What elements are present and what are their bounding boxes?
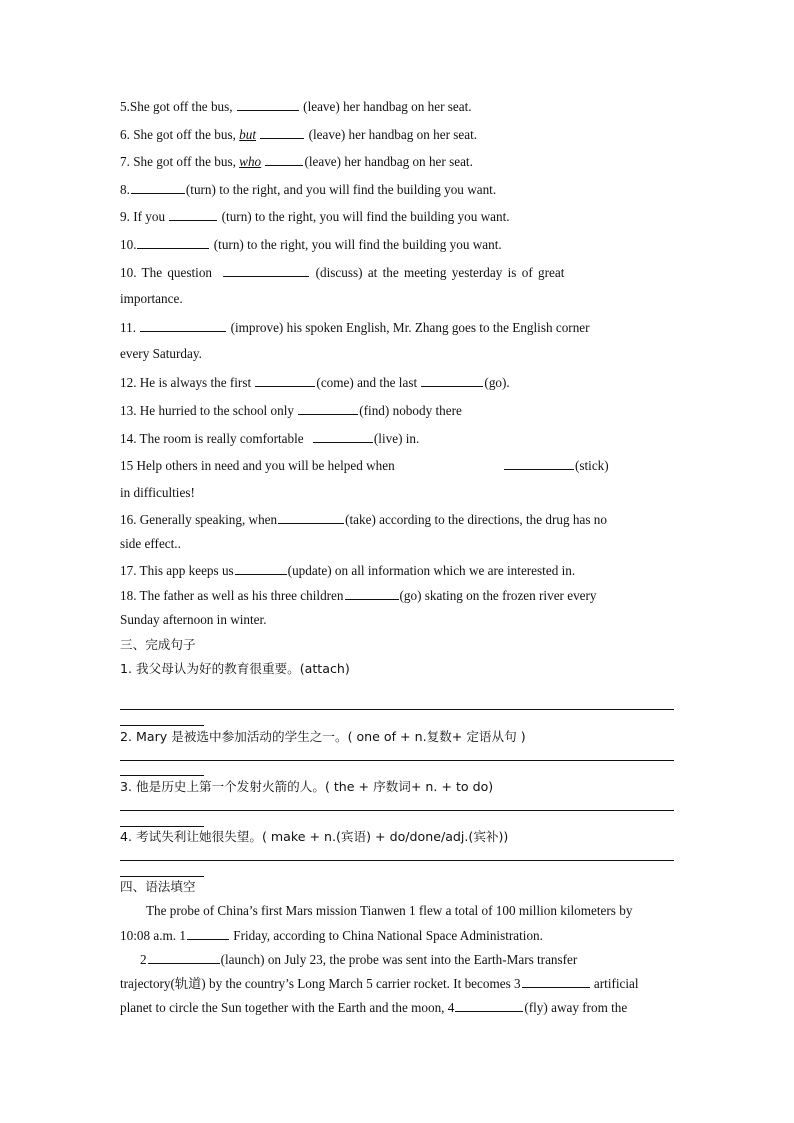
passage-line-2: 10:08 a.m. 1 Friday, according to China National Space Administration. <box>120 928 543 943</box>
question-16: 16. Generally speaking, when (take) according to the directions, the drug has no <box>120 512 607 527</box>
question-16-cont: side effect.. <box>120 536 181 551</box>
answer-line[interactable] <box>120 760 674 761</box>
sentence-1-prompt: 1. 我父母认为好的教育很重要。(attach) <box>120 661 350 676</box>
question-14: 14. The room is really comfortable (live) in. <box>120 431 420 446</box>
passage-line-5: planet to circle the Sun together with the Earth and the moon, 4 (fly) away from the <box>120 1000 628 1015</box>
answer-blank[interactable] <box>298 402 358 415</box>
answer-blank[interactable] <box>260 126 304 139</box>
answer-blank[interactable] <box>223 264 309 277</box>
answer-blank[interactable] <box>255 374 315 387</box>
answer-line-short[interactable] <box>120 775 204 776</box>
section-3-title: 三、完成句子 <box>120 637 196 652</box>
question-10a: 10. (turn) to the right, you will find the building you want. <box>120 237 502 252</box>
passage-line-4: trajectory(轨道) by the country’s Long March 5 carrier rocket. It becomes 3 artificial <box>120 976 639 991</box>
question-11: 11. (improve) his spoken English, Mr. Zhang goes to the English corner <box>120 320 590 335</box>
sentence-4-prompt: 4. 考试失利让她很失望。( make + n.(宾语) + do/done/adj.(宾补)) <box>120 829 509 844</box>
answer-blank[interactable] <box>187 927 229 940</box>
answer-line-short[interactable] <box>120 725 204 726</box>
answer-blank[interactable] <box>137 236 209 249</box>
question-10b: 10. The question (discuss) at the meeting yesterday is of great <box>120 265 565 280</box>
question-11-cont: every Saturday. <box>120 346 202 361</box>
answer-blank[interactable] <box>265 153 303 166</box>
question-6: 6. She got off the bus, but (leave) her handbag on her seat. <box>120 127 478 142</box>
answer-blank[interactable] <box>140 319 226 332</box>
answer-line[interactable] <box>120 860 674 861</box>
answer-blank[interactable] <box>455 999 523 1012</box>
answer-blank[interactable] <box>148 951 220 964</box>
sentence-2-prompt: 2. Mary 是被选中参加活动的学生之一。( one of + n.复数+ 定语从句 ) <box>120 729 526 744</box>
sentence-3-prompt: 3. 他是历史上第一个发射火箭的人。( the + 序数词+ n. + to do) <box>120 779 494 794</box>
answer-blank[interactable] <box>522 975 590 988</box>
answer-blank[interactable] <box>504 457 574 470</box>
question-9: 9. If you (turn) to the right, you will find the building you want. <box>120 209 510 224</box>
question-10b-cont: importance. <box>120 291 183 306</box>
question-8: 8. (turn) to the right, and you will find the building you want. <box>120 182 497 197</box>
question-18: 18. The father as well as his three children (go) skating on the frozen river every <box>120 588 597 603</box>
answer-line[interactable] <box>120 810 674 811</box>
answer-blank[interactable] <box>278 511 344 524</box>
answer-blank[interactable] <box>313 430 373 443</box>
section-4-title: 四、语法填空 <box>120 879 196 894</box>
question-15-cont: in difficulties! <box>120 485 195 500</box>
passage-line-3: 2 (launch) on July 23, the probe was sent into the Earth-Mars transfer <box>140 952 578 967</box>
answer-blank[interactable] <box>237 98 299 111</box>
conjunction-word: but <box>239 127 257 142</box>
answer-line-short[interactable] <box>120 826 204 827</box>
question-17: 17. This app keeps us (update) on all information which we are interested in. <box>120 563 576 578</box>
answer-blank[interactable] <box>131 181 185 194</box>
question-7: 7. She got off the bus, who (leave) her handbag on her seat. <box>120 154 473 169</box>
answer-line[interactable] <box>120 709 674 710</box>
question-13: 13. He hurried to the school only (find) nobody there <box>120 403 462 418</box>
passage-line-1: The probe of China’s first Mars mission Tianwen 1 flew a total of 100 million kilometers by <box>146 903 633 918</box>
answer-line-short[interactable] <box>120 876 204 877</box>
answer-blank[interactable] <box>345 587 399 600</box>
question-12: 12. He is always the first (come) and the last (go). <box>120 375 510 390</box>
question-15: 15 Help others in need and you will be helped when (stick) <box>120 458 609 473</box>
answer-blank[interactable] <box>169 208 217 221</box>
relative-pronoun-word: who <box>239 154 262 169</box>
answer-blank[interactable] <box>421 374 483 387</box>
question-5: 5.She got off the bus, (leave) her handbag on her seat. <box>120 99 472 114</box>
answer-blank[interactable] <box>235 562 287 575</box>
question-18-cont: Sunday afternoon in winter. <box>120 612 267 627</box>
